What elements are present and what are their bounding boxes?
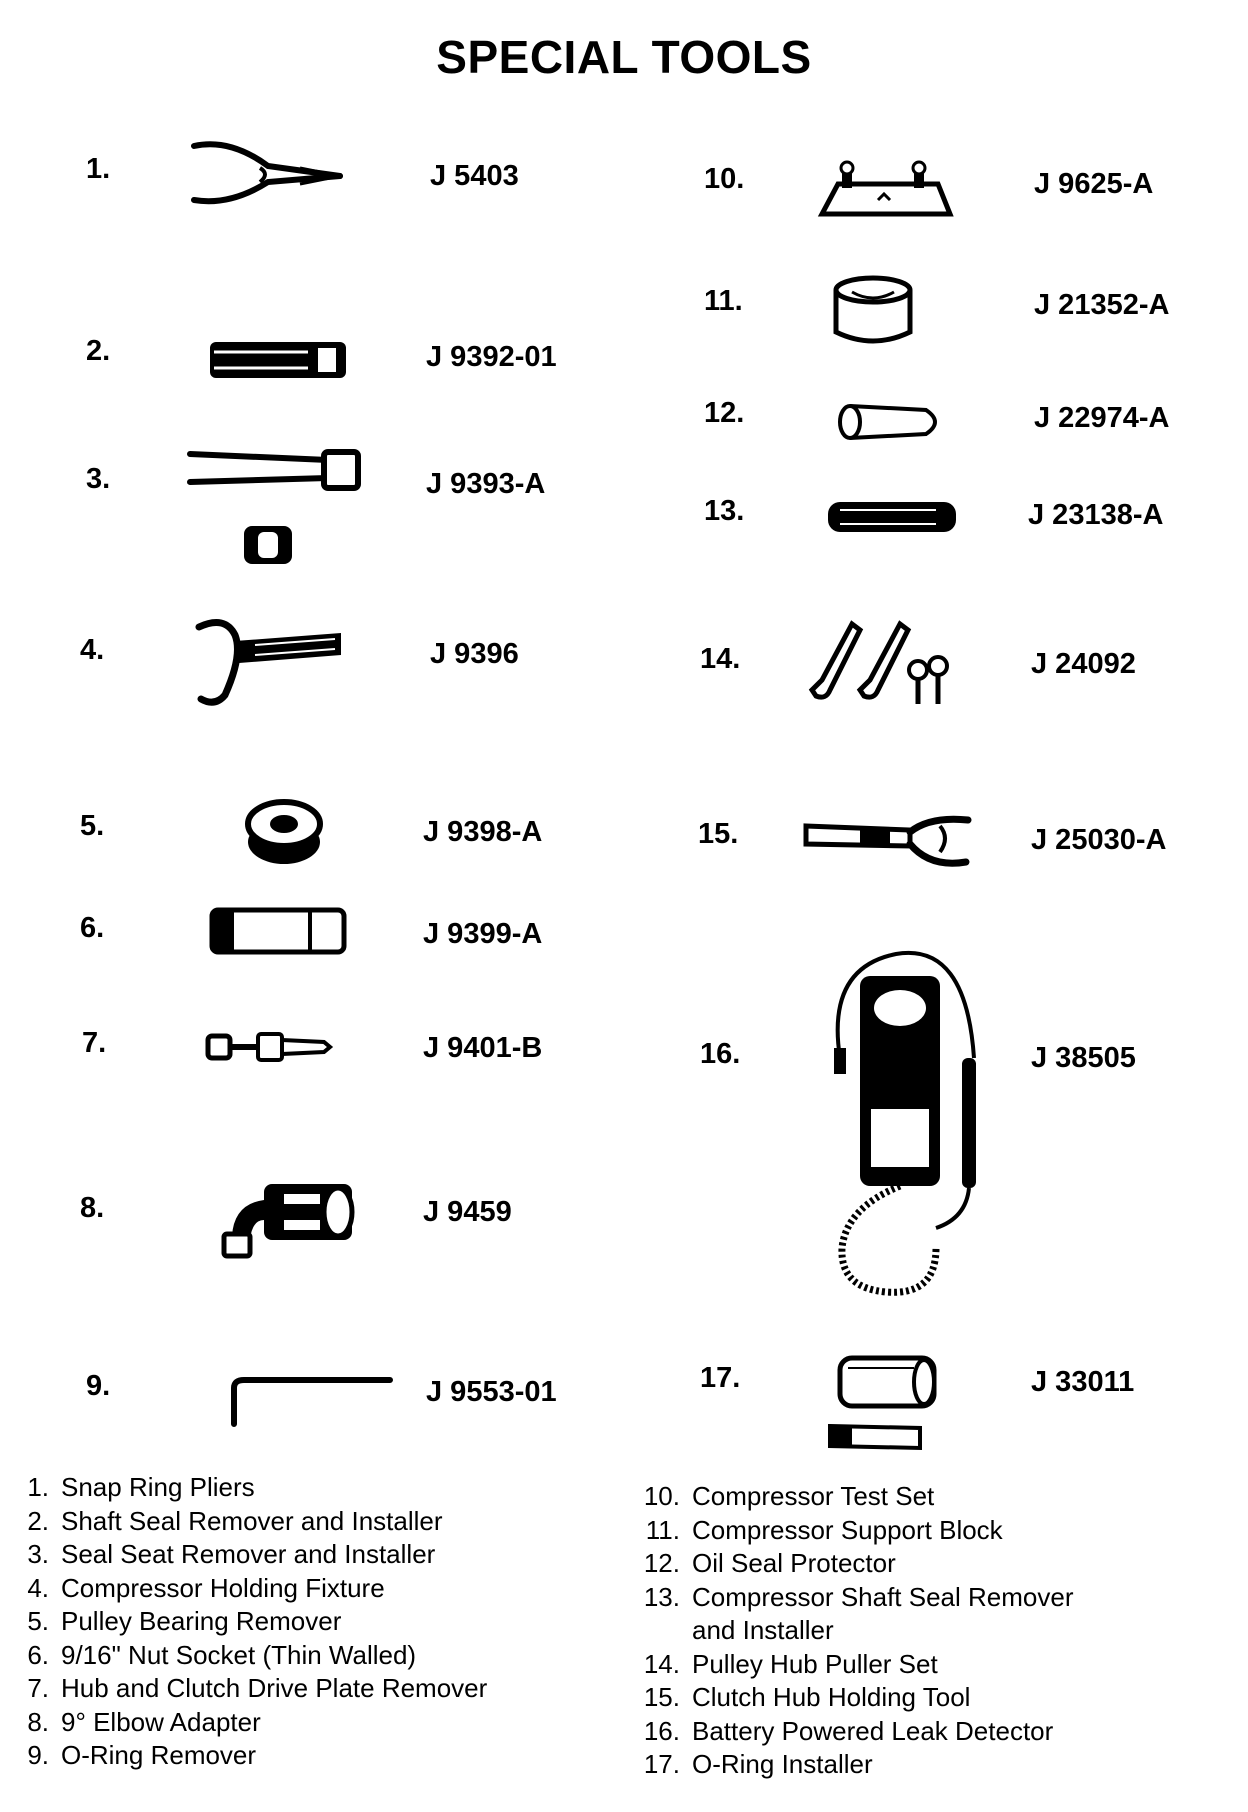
tool-number-14: 14.: [700, 643, 741, 675]
tool-number-1: 1.: [86, 153, 111, 185]
part-number-j-23138-a: J 23138-A: [1028, 499, 1164, 531]
hub-holding-tool-icon: [800, 812, 980, 872]
tool-number-2: 2.: [86, 335, 111, 367]
tool-number-6: 6.: [80, 912, 105, 944]
part-number-j-24092: J 24092: [1031, 648, 1136, 680]
tool-number-9: 9.: [86, 1370, 111, 1402]
part-number-j-9393-a: J 9393-A: [426, 468, 546, 500]
legend-item: 14. Pulley Hub Puller Set: [643, 1648, 938, 1679]
page-title: SPECIAL TOOLS: [436, 31, 812, 83]
part-number-j-9398-a: J 9398-A: [423, 816, 543, 848]
tool-number-11: 11.: [704, 285, 743, 317]
part-number-j-38505: J 38505: [1031, 1042, 1136, 1074]
snap-ring-pliers-icon: [190, 138, 350, 208]
shaft-seal-tool-icon: [208, 338, 348, 382]
elbow-adapter-icon: [220, 1180, 356, 1260]
part-number-j-21352-a: J 21352-A: [1034, 289, 1170, 321]
part-number-j-9401-b: J 9401-B: [423, 1032, 543, 1064]
legend-item: 1. Snap Ring Pliers: [27, 1472, 255, 1502]
legend-item: 9. O-Ring Remover: [27, 1740, 257, 1770]
shaft-seal-remover-icon: [826, 498, 958, 536]
tool-number-17: 17.: [700, 1362, 741, 1394]
support-block-icon: [832, 274, 914, 348]
tool-number-8: 8.: [80, 1192, 105, 1224]
legend-item: 8. 9° Elbow Adapter: [27, 1706, 261, 1737]
o-ring-remover-icon: [226, 1376, 394, 1426]
tool-number-15: 15.: [698, 818, 739, 850]
oil-seal-protector-icon: [836, 402, 948, 442]
part-number-j-9625-a: J 9625-A: [1034, 168, 1154, 200]
legend-item: 17. O-Ring Installer: [643, 1749, 873, 1779]
legend-item: 11. Compressor Support Block: [645, 1514, 1003, 1545]
tool-number-4: 4.: [80, 634, 105, 666]
legend-item: 4. Compressor Holding Fixture: [27, 1572, 385, 1603]
legend-item: 2. Shaft Seal Remover and Installer: [27, 1505, 443, 1536]
tool-number-7: 7.: [82, 1027, 107, 1059]
pulley-hub-puller-icon: [808, 620, 954, 710]
tool-number-16: 16.: [700, 1038, 741, 1070]
legend-item: 16. Battery Powered Leak Detector: [643, 1715, 1054, 1746]
legend-right: [636, 1480, 1073, 1782]
legend-item: 6. 9/16" Nut Socket (Thin Walled): [27, 1639, 417, 1670]
part-number-j-33011: J 33011: [1031, 1366, 1135, 1398]
legend-item: 12. Oil Seal Protector: [643, 1548, 896, 1578]
part-number-j-5403: J 5403: [430, 160, 519, 192]
legend-item: 5. Pulley Bearing Remover: [27, 1606, 342, 1636]
compressor-test-set-icon: [818, 160, 954, 220]
nut-socket-icon: [210, 906, 346, 956]
legend-left: [10, 1471, 487, 1773]
legend-item: 7. Hub and Clutch Drive Plate Remover: [27, 1673, 488, 1703]
tool-number-13: 13.: [704, 495, 745, 527]
part-number-j-9399-a: J 9399-A: [423, 918, 543, 950]
leak-detector-icon: [826, 948, 996, 1298]
legend-item: 3. Seal Seat Remover and Installer: [27, 1539, 436, 1569]
part-number-j-9553-01: J 9553-01: [426, 1376, 557, 1408]
legend-item: 10. Compressor Test Set: [643, 1481, 935, 1511]
part-number-j-9396: J 9396: [430, 638, 519, 670]
hub-remover-icon: [206, 1030, 332, 1064]
legend-item-continuation: and Installer: [692, 1615, 834, 1645]
legend-item: 15. Clutch Hub Holding Tool: [643, 1682, 971, 1712]
part-number-j-22974-a: J 22974-A: [1034, 402, 1170, 434]
tool-number-10: 10.: [704, 163, 745, 195]
tool-number-3: 3.: [86, 463, 111, 495]
part-number-j-25030-a: J 25030-A: [1031, 824, 1167, 856]
seal-seat-tool-icon: [188, 446, 363, 566]
legend-item: 13. Compressor Shaft Seal Remover: [643, 1581, 1074, 1612]
o-ring-installer-icon: [824, 1354, 944, 1454]
tool-number-5: 5.: [80, 810, 105, 842]
holding-fixture-icon: [195, 615, 345, 710]
part-number-j-9392-01: J 9392-01: [426, 341, 557, 373]
part-number-j-9459: J 9459: [423, 1196, 512, 1228]
tool-number-12: 12.: [704, 397, 745, 429]
pulley-bearing-remover-icon: [244, 800, 324, 866]
